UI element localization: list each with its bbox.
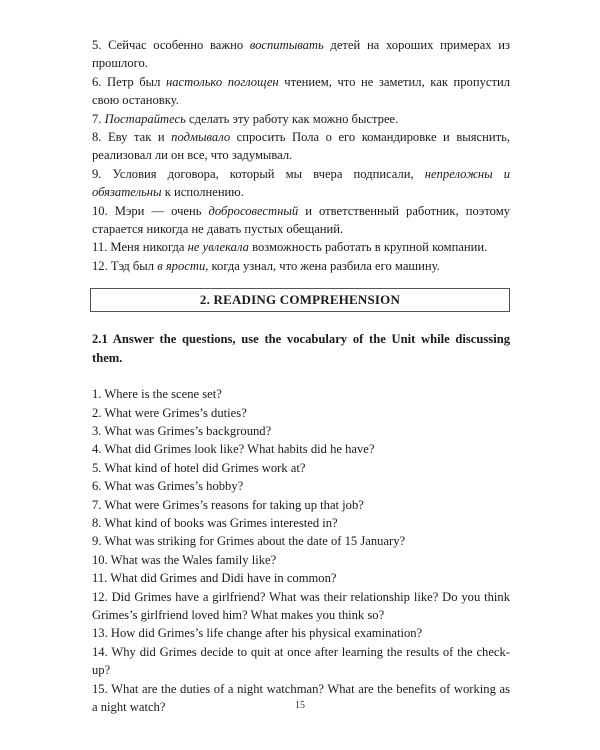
exercise-sentence xyxy=(92,202,510,239)
highlighted-phrase: добросовестный xyxy=(208,203,299,218)
question-item: 10. What was the Wales family like? xyxy=(92,552,277,567)
sentence-text: 5. Сейчас особенно важно xyxy=(92,38,250,52)
exercise-instruction: 2.1 Answer the questions, use the vocabulary of the Unit while discussing them. xyxy=(92,332,510,365)
sentence-text: возможность работать в крупной компании. xyxy=(248,240,488,255)
sentence-text: 11. Меня никогда xyxy=(92,240,188,255)
exercise-sentence xyxy=(92,110,510,128)
translation-exercise-sentences xyxy=(92,36,510,275)
question-item: 12. Did Grimes have a girlfriend? What was their relationship like? Do you think Grimes’s girlfriend loved him? What makes you think so? xyxy=(92,589,510,622)
exercise-sentence xyxy=(92,128,510,165)
sentence-text: и ответственный работник, поэтому старается никогда не давать пустых обещаний. xyxy=(92,203,510,237)
sentence-text: спросить Пола о его командировке и выяснить, реализовал ли он все, что задумывал. xyxy=(92,130,510,163)
question-item: 14. Why did Grimes decide to quit at once after learning the results of the check-up? xyxy=(92,644,510,678)
sentence-text: 8. Еву так и xyxy=(92,130,172,145)
highlighted-phrase: непреложны и обязательны xyxy=(92,166,510,200)
sentence-text: 6. Петр был xyxy=(92,74,166,89)
exercise-sentence xyxy=(92,257,510,275)
question-item: 5. What kind of hotel did Grimes work at? xyxy=(92,460,306,475)
question-item: 15. What are the duties of a night watchman? What are the benefits of working as a night watch? xyxy=(92,681,510,714)
question-item: 7. What were Grimes’s reasons for taking up that job? xyxy=(92,497,364,512)
highlighted-phrase: воспитывать xyxy=(249,38,324,52)
sentence-text: , когда узнал, что жена разбила его машину. xyxy=(205,258,440,273)
page-number: 15 xyxy=(295,700,305,711)
sentence-text: сделать эту работу как можно быстрее. xyxy=(185,111,399,126)
page-content xyxy=(92,36,510,716)
question-item: 11. What did Grimes and Didi have in common? xyxy=(92,571,337,586)
question-item: 2. What were Grimes’s duties? xyxy=(92,405,247,420)
sentence-text: 9. Условия договора, который мы вчера подписали, xyxy=(92,166,425,181)
sentence-text: 12. Тэд был xyxy=(92,258,158,273)
exercise-sentence xyxy=(92,36,510,73)
question-item: 9. What was striking for Grimes about the date of 15 January? xyxy=(92,534,406,549)
question-item: 8. What kind of books was Grimes interested in? xyxy=(92,515,338,530)
sentence-text: чтением, что не заметил, как пропустил свою остановку. xyxy=(92,74,511,108)
exercise-sentence xyxy=(92,238,510,256)
highlighted-phrase: Постарайтесь xyxy=(104,111,186,126)
highlighted-phrase: настолько поглощен xyxy=(166,74,279,89)
question-item: 6. What was Grimes’s hobby? xyxy=(92,479,244,494)
question-list xyxy=(92,385,510,716)
section-title: 2. READING COMPREHENSION xyxy=(199,292,401,308)
exercise-sentence xyxy=(92,165,510,202)
highlighted-phrase: не увлекала xyxy=(187,240,249,255)
section-title-box xyxy=(90,288,510,312)
exercise-sentence xyxy=(92,73,510,110)
question-item: 13. How did Grimes’s life change after his physical examination? xyxy=(92,626,423,641)
question-item: 3. What was Grimes’s background? xyxy=(92,423,272,438)
question-item: 4. What did Grimes look like? What habits did he have? xyxy=(92,442,375,457)
highlighted-phrase: в ярости xyxy=(157,258,206,273)
sentence-text: детей на хороших примерах из прошлого. xyxy=(92,38,511,71)
sentence-text: 10. Мэри — очень xyxy=(92,203,209,218)
sentence-text: 7. xyxy=(92,111,105,126)
sentence-text: к исполнению. xyxy=(161,185,244,200)
question-item: 1. Where is the scene set? xyxy=(92,387,222,402)
highlighted-phrase: подмывало xyxy=(171,130,231,145)
